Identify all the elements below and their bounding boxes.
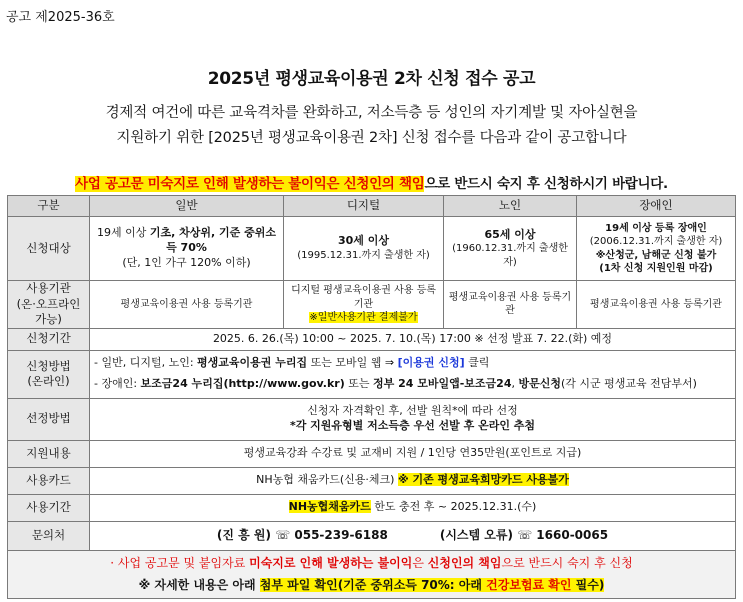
row-use-period [8,494,736,521]
institution-digital [284,281,444,329]
row-period [8,328,736,350]
institution-disabled: 평생교육이용권 사용 등록기관 [577,281,736,329]
warning-highlight: 사업 공고문 미숙지로 인해 발생하는 불이익은 신청인의 책임 [75,176,425,192]
eligibility-disabled-exclusion: ※산청군, 남해군 신청 불가 [595,249,717,261]
label-period: 신청기간 [8,328,90,350]
intro-line-2: 지원하기 위한 [2025년 평생교육이용권 2차] 신청 접수를 다음과 같이 공고합니다 [116,130,627,146]
card-warning: ※ 기존 평생교육희망카드 사용불가 [397,473,569,487]
selection-value [90,398,736,440]
page-title: 2025년 평생교육이용권 2차 신청 접수 공고 [207,69,536,89]
contact-system: (시스템 오류) ☏ 1660-0065 [439,528,609,543]
footer-attachment: 첨부 파일 확인(기준 중위소득 70%: 아래 [259,577,487,592]
label-institution-line2: (온·오프라인 가능) [16,296,81,327]
use-period-value: NH농협채움카드 한도 충전 후 ~ 2025.12.31.(수) [90,494,736,521]
warning-line [0,172,743,192]
row-support [8,440,736,467]
contact-agency: (진 흥 원) ☏ 055-239-6188 [216,528,388,543]
method-value [90,350,736,398]
apply-link[interactable]: [이용권 신청] [397,356,465,370]
selection-line-1: 신청자 자격확인 후, 선발 원칙*에 따라 선정 [307,404,518,418]
eligibility-disabled-age: 19세 이상 등록 장애인 [605,222,707,234]
label-use-period: 사용기간 [8,494,90,521]
footer-line-1: · 사업 공고문 및 붙임자료 미숙지로 인해 발생하는 불이익은 신청인의 책임으로 반드시 숙지 후 신청 [110,556,633,571]
label-method-line2: (온라인) [27,374,70,389]
selection-line-2: *각 지원유형별 저소득층 우선 선발 후 온라인 추첨 [289,419,536,433]
eligibility-general-age: 19세 이상 [97,226,150,240]
eligibility-disabled-birth: (2006.12.31.까지 출생한 자) [589,236,723,247]
eligibility-digital [284,217,444,281]
label-contact: 문의처 [8,521,90,550]
label-eligibility: 신청대상 [8,217,90,281]
label-institution [8,281,90,329]
support-value: 평생교육강좌 수강료 및 교재비 지원 / 1인당 연35만원(포인트로 지급) [90,440,736,467]
header-senior: 노인 [444,196,577,217]
header-disabled: 장애인 [577,196,736,217]
notice-number: 공고 제2025-36호 [6,10,115,25]
eligibility-disabled [577,217,736,281]
footer-note [8,550,736,598]
row-institution [8,281,736,329]
header-digital: 디지털 [284,196,444,217]
table-header-row [8,196,736,217]
row-card [8,467,736,494]
warning-rest: 으로 반드시 숙지 후 신청하시기 바랍니다. [424,176,668,192]
period-value: 2025. 6. 26.(목) 10:00 ~ 2025. 7. 10.(목) 17:00 ※ 선정 발표 7. 22.(화) 예정 [90,328,736,350]
label-support: 지원내용 [8,440,90,467]
eligibility-senior-note: (1960.12.31.까지 출생한 자) [452,243,568,268]
label-card: 사용카드 [8,467,90,494]
label-institution-line1: 사용기관 [26,281,71,295]
contact-value [90,521,736,550]
institution-general: 평생교육이용권 사용 등록기관 [90,281,284,329]
method-line-1: - 일반, 디지털, 노인: 평생교육이용권 누리집 또는 모바일 웹 ⇒ [이용권 신청] 클릭 [94,356,490,370]
method-line-2: - 장애인: 보조금24 누리집(http://www.gov.kr) 또는 정부 24 모바일앱-보조금24, 방문신청(각 시군 평생교육 전담부서) [94,377,697,391]
footer-insurance: 건강보험료 확인 [486,577,572,592]
eligibility-disabled-closed: (1차 신청 지원인원 마감) [599,263,713,274]
row-contact [8,521,736,550]
row-selection [8,398,736,440]
eligibility-digital-note: (1995.12.31.까지 출생한 자) [297,250,430,262]
eligibility-general-income: 기초, 차상위, 기준 중위소득 70% [149,226,276,255]
row-eligibility [8,217,736,281]
info-table [7,195,736,599]
label-method-line1: 신청방법 [26,358,71,373]
eligibility-senior-age: 65세 이상 [484,227,536,241]
row-footer [8,550,736,598]
eligibility-digital-age: 30세 이상 [337,234,389,248]
eligibility-senior [444,217,577,281]
header-category: 구분 [8,196,90,217]
use-period-card: NH농협채움카드 [288,500,371,514]
card-value: NH농협 채움카드(신용·체크) ※ 기존 평생교육희망카드 사용불가 [90,467,736,494]
institution-digital-note: ※일반사용기관 결제불가 [309,312,418,324]
row-method [8,350,736,398]
label-selection: 선정방법 [8,398,90,440]
intro-line-1: 경제적 여건에 따른 교육격차를 완화하고, 저소득층 등 성인의 자기계발 및 자아실현을 [105,105,638,121]
eligibility-general-note: (단, 1인 가구 120% 이하) [122,255,251,269]
header-general: 일반 [90,196,284,217]
footer-line-2: ※ 자세한 내용은 아래 첨부 파일 확인(기준 중위소득 70%: 아래 건강보험료 확인 필수) [138,577,605,592]
institution-senior: 평생교육이용권 사용 등록기관 [444,281,577,329]
institution-digital-line1: 디지털 평생교육이용권 사용 등록기관 [291,285,436,310]
label-method [8,350,90,398]
eligibility-general [90,217,284,281]
